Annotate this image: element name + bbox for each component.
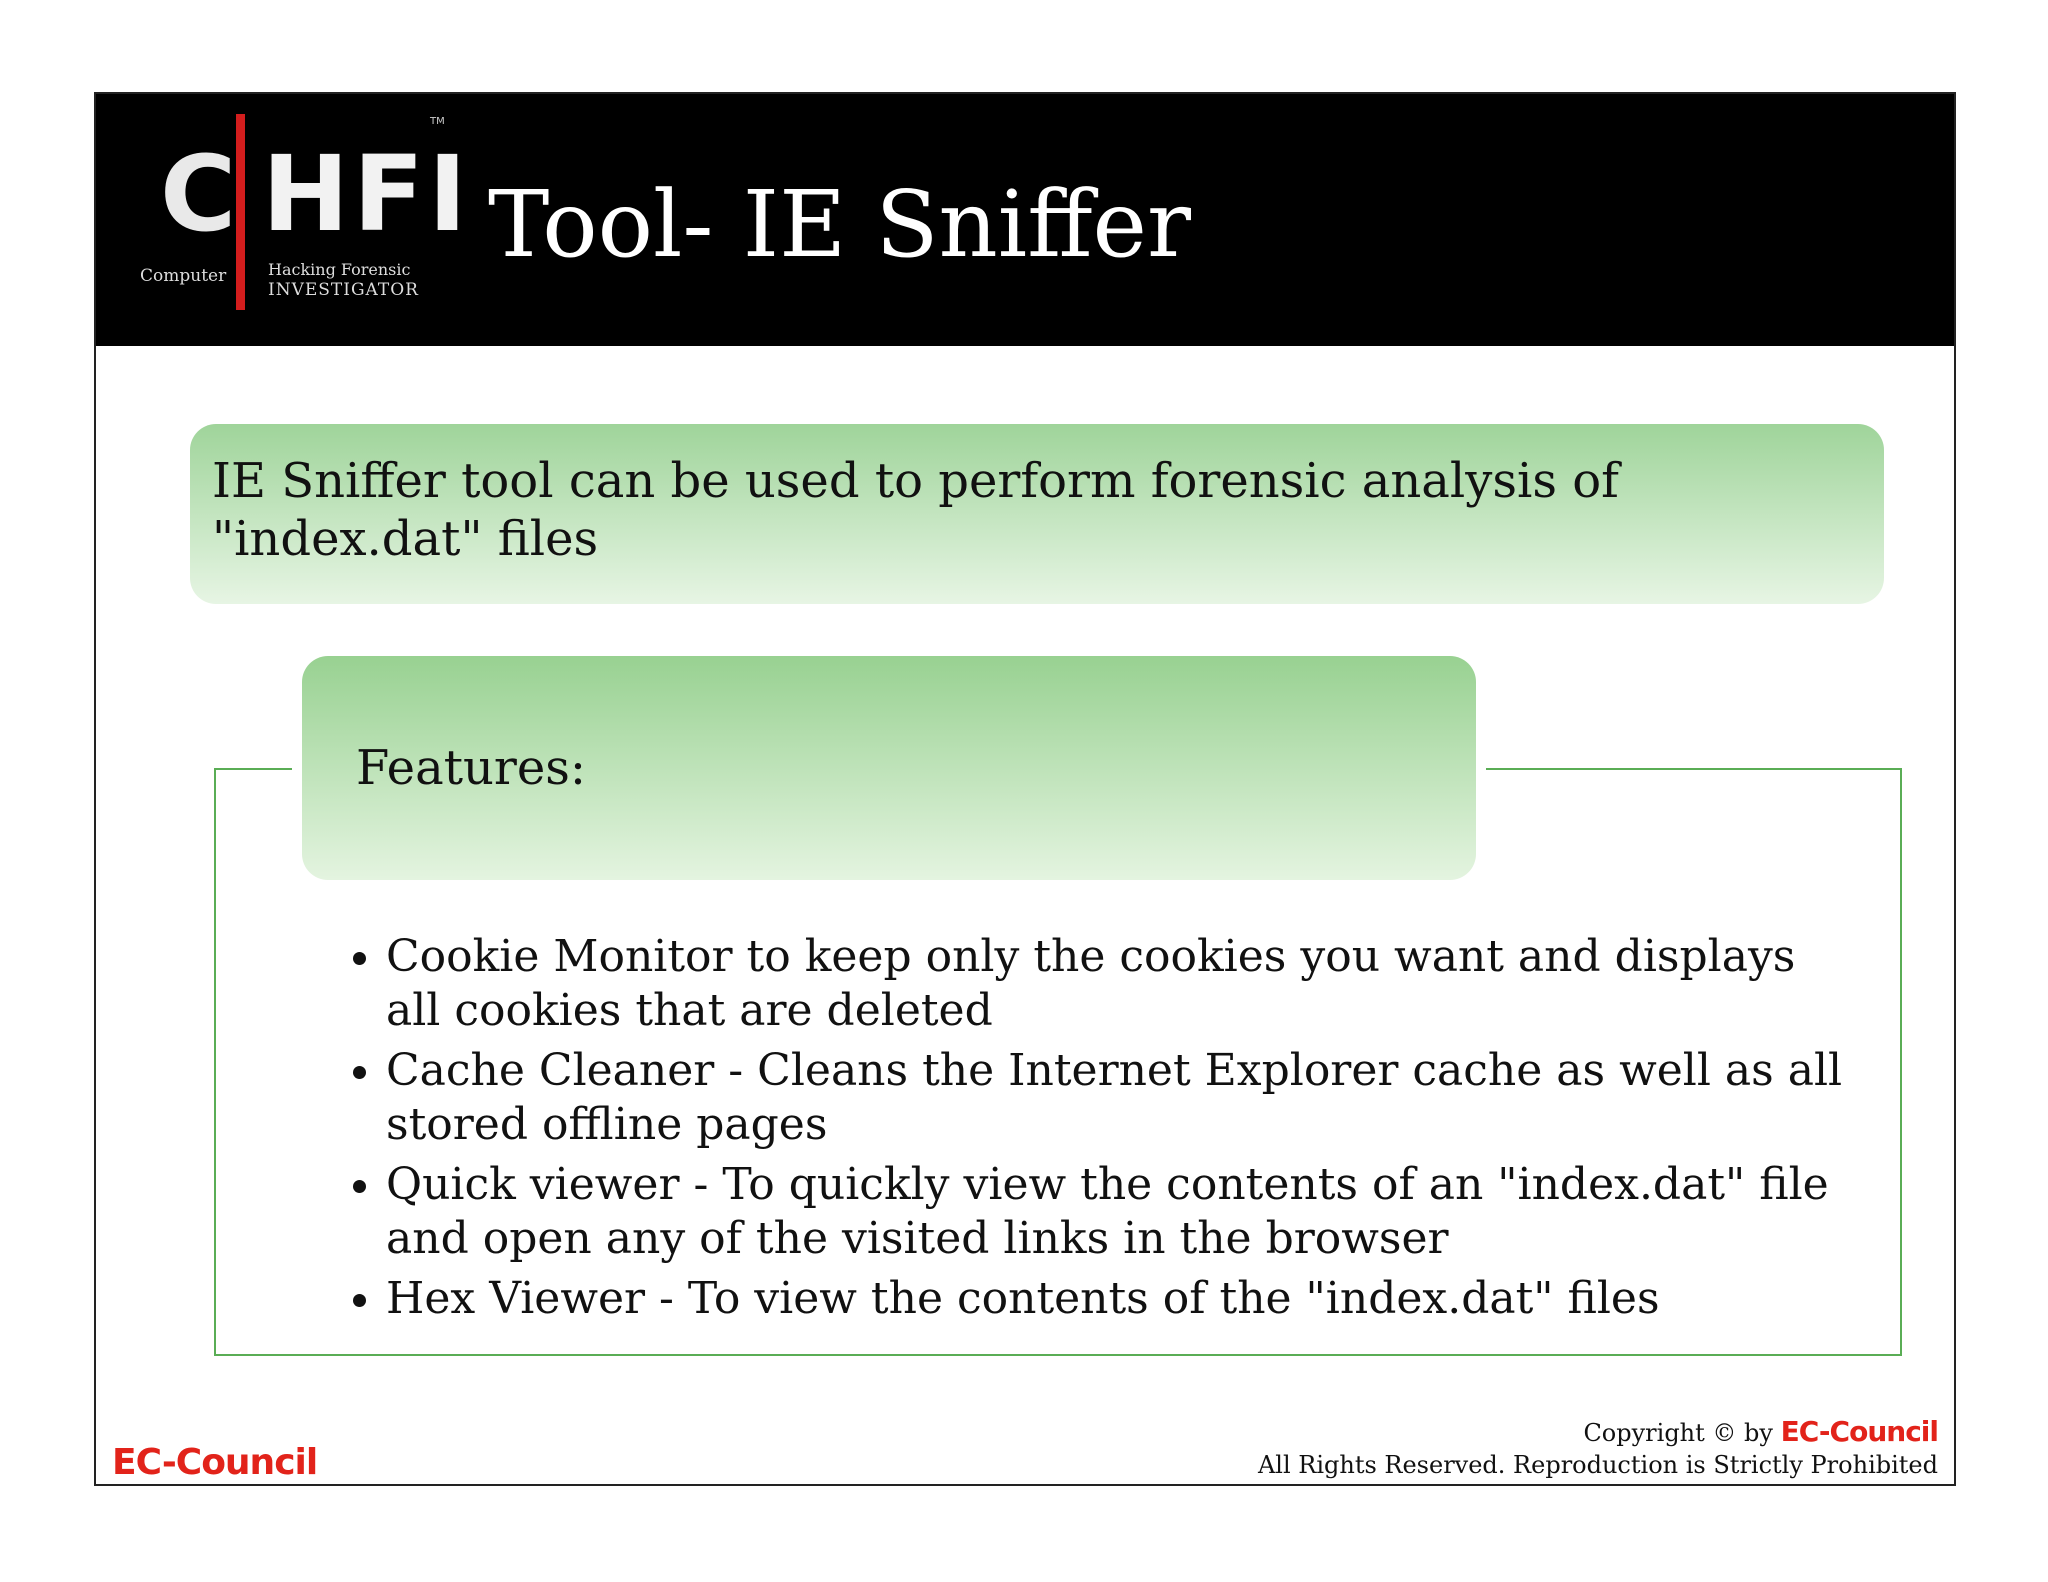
logo-investigator-label: INVESTIGATOR [268,280,419,300]
copyright-line [1258,1416,1938,1449]
page-title: Tool- IE Sniffer [488,171,1191,278]
intro-box [190,424,1884,604]
logo-red-bar [236,114,245,310]
logo-computer-label: Computer [140,266,227,286]
list-item: • Hex Viewer - To view the contents of the "index.dat" files [386,1272,1856,1326]
features-title: Features: [356,740,587,796]
logo-letter-c: C [160,133,237,255]
features-label-box [302,656,1476,880]
copyright-brand: EC-Council [1780,1415,1938,1448]
list-item: • Cookie Monitor to keep only the cookies you want and displays all cookies that are deleted [386,930,1856,1038]
list-item: • Quick viewer - To quickly view the contents of an "index.dat" file and open any of the visited links in the browser [386,1158,1856,1266]
slide [94,92,1956,1486]
logo-letters-hfi: HFI [262,133,471,255]
logo-trademark: TM [430,116,445,127]
footer-brand-logo: EC-Council [112,1442,318,1483]
intro-text: IE Sniffer tool can be used to perform forensic analysis of "index.dat" files [212,453,1619,567]
footer-copyright [1258,1416,1938,1481]
copyright-prefix: Copyright © by [1583,1419,1773,1447]
header-bar [96,94,1954,346]
list-item: • Cache Cleaner - Cleans the Internet Explorer cache as well as all stored offline pages [386,1044,1856,1152]
logo-hacking-forensic-label: Hacking Forensic [268,260,411,279]
features-list [348,930,1856,1332]
rights-line: All Rights Reserved. Reproduction is Strictly Prohibited [1257,1451,1938,1479]
